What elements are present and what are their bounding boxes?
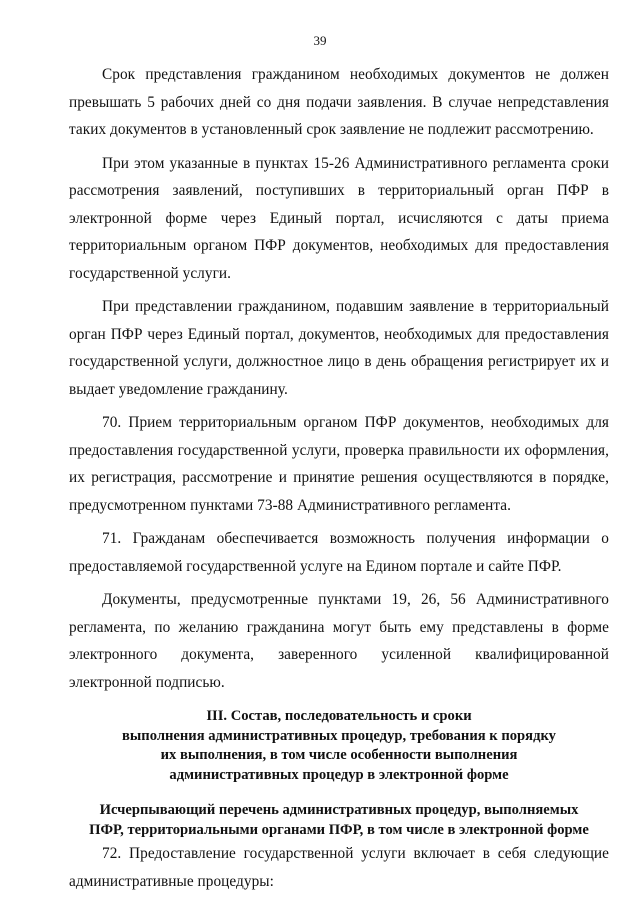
sub-heading [69,801,609,840]
section-heading [69,707,609,785]
sub-heading-line: ПФР, территориальными органами ПФР, в том числе в электронной форме [89,821,589,838]
section-heading-line: административных процедур в электронной форме [169,766,509,783]
paragraph-review-terms: При этом указанные в пунктах 15-26 Административного регламента сроки рассмотрения заявлений, поступивших в территориальный орган ПФР в электронной форме через Единый портал, исчисляются с даты приема территориальным органом ПФР документов, необходимых для предоставления государственной услуги. [69,154,609,282]
document-body [69,61,609,901]
paragraph-item-72: 72. Предоставление государственной услуги включает в себя следующие административные процедуры: [69,845,609,890]
sub-heading-line: Исчерпывающий перечень административных процедур, выполняемых [99,802,579,818]
section-heading-line: их выполнения, в том числе особенности выполнения [160,747,518,763]
paragraph-registration: При представлении гражданином, подавшим заявление в территориальный орган ПФР через Единый портал, документов, необходимых для предоставления государственной услуги, должностное лицо в день обращения регистрирует их и выдает уведомление гражданину. [69,298,609,398]
section-heading-line: выполнения административных процедур, требования к порядку [122,727,556,744]
paragraph-item-71: 71. Гражданам обеспечивается возможность получения информации о предоставляемой государственной услуге на Едином портале и сайте ПФР. [69,530,609,575]
paragraph-submission-deadline: Срок представления гражданином необходимых документов не должен превышать 5 рабочих дней со дня подачи заявления. В случае непредставления таких документов в установленный срок заявление не подлежит рассмотрению. [69,66,609,138]
section-heading-line: III. Состав, последовательность и сроки [206,708,472,724]
paragraph-electronic-documents: Документы, предусмотренные пунктами 19, 26, 56 Административного регламента, по желанию гражданина могут быть ему представлены в форме электронного документа, заверенного усиленной квалифицированной электронной подписью. [69,591,609,691]
page-number: 39 [313,33,327,48]
paragraph-item-70: 70. Прием территориальным органом ПФР документов, необходимых для предоставления государственной услуги, проверка правильности их оформления, их регистрация, рассмотрение и принятие решения осуществляются в порядке, предусмотренном пунктами 73-88 Административного регламента. [69,414,609,514]
